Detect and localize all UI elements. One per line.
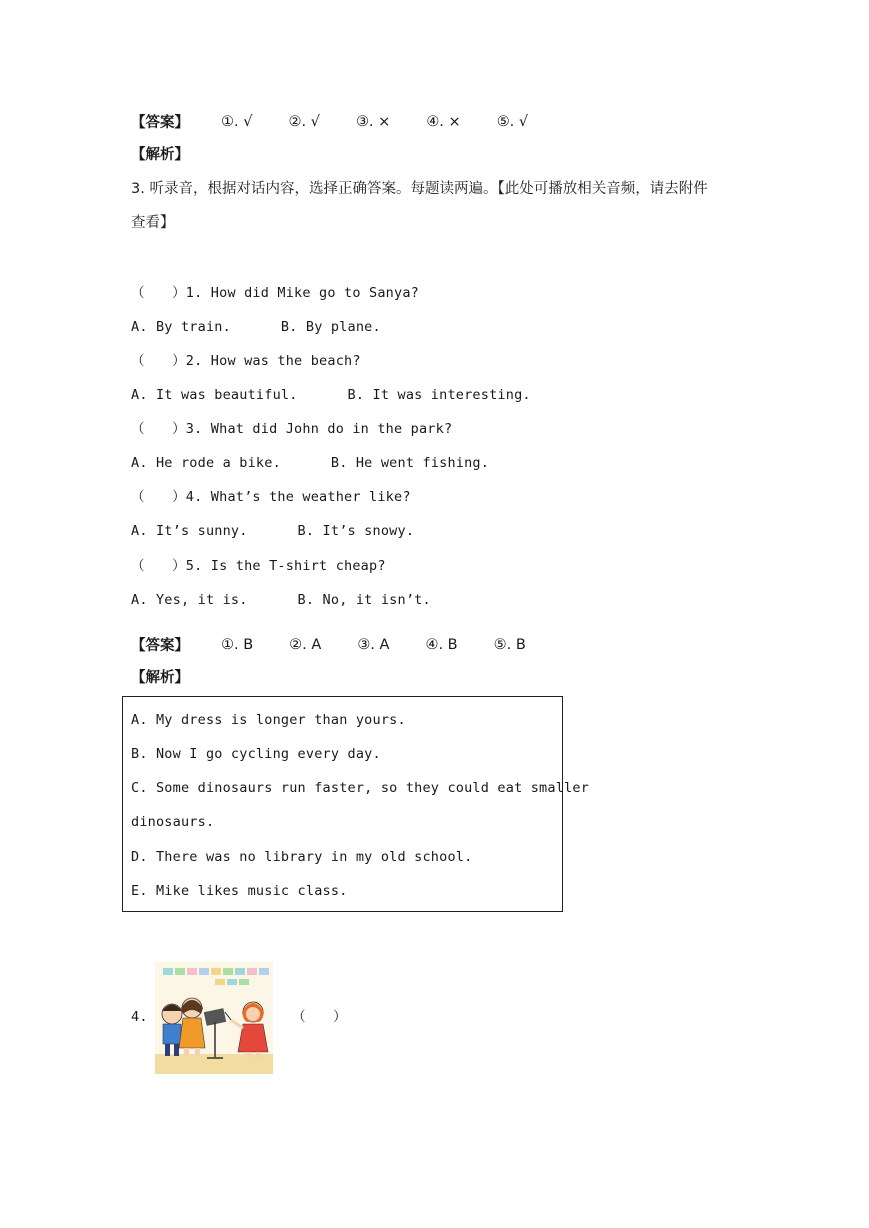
option-line: D. There was no library in my old school. bbox=[131, 849, 473, 865]
answer-item: ③. × bbox=[355, 113, 391, 130]
answer-row-question3 bbox=[131, 634, 526, 655]
question-item: （ ）1. How did Mike go to Sanya? bbox=[131, 285, 419, 301]
option-line: C. Some dinosaurs run faster, so they could eat smaller bbox=[131, 780, 590, 796]
answer-label: 【答案】 bbox=[131, 115, 189, 131]
answer-item: ⑤. B bbox=[493, 636, 526, 653]
question3-instruction-cont: 查看】 bbox=[131, 215, 175, 231]
question-item: （ ）5. Is the T-shirt cheap? bbox=[131, 558, 386, 574]
question-options: A. It’s sunny. B. It’s snowy. bbox=[131, 523, 415, 539]
answer-item: ④. × bbox=[426, 113, 461, 130]
analysis-label: 【解析】 bbox=[131, 670, 189, 686]
answer-row-section2 bbox=[131, 111, 528, 132]
answer-item: ④. B bbox=[425, 636, 458, 653]
analysis-label: 【解析】 bbox=[131, 147, 189, 163]
answer-item: ①. B bbox=[221, 636, 254, 653]
answer-item: ②. A bbox=[289, 636, 322, 653]
question-options: A. By train. B. By plane. bbox=[131, 319, 381, 335]
question-options: A. He rode a bike. B. He went fishing. bbox=[131, 455, 490, 471]
question3-instruction: 3. 听录音，根据对话内容，选择正确答案。每题读两遍。【此处可播放相关音频，请去附件 bbox=[131, 181, 708, 197]
question-item: （ ）3. What did John do in the park? bbox=[131, 421, 453, 437]
answer-item: ②. √ bbox=[288, 113, 320, 130]
option-line: dinosaurs. bbox=[131, 814, 215, 830]
answer-item: ③. A bbox=[357, 636, 390, 653]
question-item: （ ）2. How was the beach? bbox=[131, 353, 361, 369]
question4-number: 4. bbox=[131, 1009, 148, 1025]
answer-item: ①. √ bbox=[221, 113, 253, 130]
answer-item: ⑤. √ bbox=[496, 113, 529, 130]
option-line: E. Mike likes music class. bbox=[131, 883, 348, 899]
option-line: A. My dress is longer than yours. bbox=[131, 712, 406, 728]
question-options: A. Yes, it is. B. No, it isn’t. bbox=[131, 592, 431, 608]
question-item: （ ）4. What’s the weather like? bbox=[131, 489, 411, 505]
answer-blank: （ ） bbox=[292, 1009, 347, 1025]
answer-label: 【答案】 bbox=[131, 638, 189, 654]
question-options: A. It was beautiful. B. It was interesting. bbox=[131, 387, 531, 403]
music-class-illustration bbox=[155, 962, 273, 1074]
option-line: B. Now I go cycling every day. bbox=[131, 746, 381, 762]
